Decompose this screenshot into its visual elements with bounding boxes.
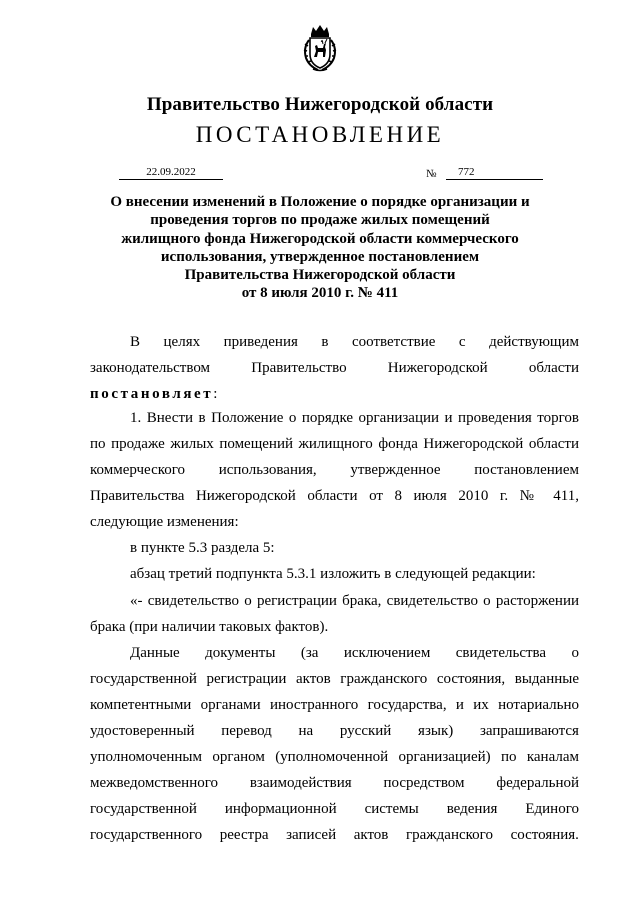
word: взаимодействия (249, 775, 352, 791)
word: соответствие (352, 334, 436, 350)
word: на (298, 723, 314, 739)
body-line (90, 358, 579, 378)
body-line: государственной регистрации актов гражданского состояния, выданные (90, 671, 579, 687)
word: законодательством (90, 360, 211, 376)
word: перевод (221, 723, 272, 739)
word: использования, (218, 462, 317, 478)
body-line: 1. Внести в Положение о порядке организации и проведения торгов (130, 410, 579, 426)
word: межведомственного (90, 775, 219, 791)
word: Правительство (251, 360, 347, 376)
word: Единого (525, 801, 579, 817)
word: (за (300, 645, 319, 661)
word: русский (339, 723, 392, 739)
word: с (458, 334, 466, 350)
word: государственной (90, 801, 197, 817)
word: ведения (446, 801, 498, 817)
body-line (90, 332, 579, 352)
body-line (90, 384, 579, 404)
heading-line: О внесении изменений в Положение о порядке организации и (110, 194, 530, 210)
body-line: Правительства Нижегородской области от 8 июля 2010 г. № 411, (90, 488, 579, 504)
body-line (90, 460, 579, 480)
word: документы (205, 645, 276, 661)
word: области (528, 360, 579, 376)
word: исключением (343, 645, 431, 661)
document-date: 22.09.2022 (119, 165, 223, 180)
heading-line: жилищного фонда Нижегородской области коммерческого (121, 230, 519, 247)
word: коммерческого (90, 462, 186, 478)
body-line (90, 643, 579, 663)
heading-line: Правительства Нижегородской области (184, 267, 456, 284)
word: утвержденное (350, 462, 441, 478)
body-line: в пункте 5.3 раздела 5: (130, 540, 275, 556)
document-type: ПОСТАНОВЛЕНИЕ (195, 122, 445, 147)
word: приведения (223, 334, 298, 350)
heading-line: использования, утвержденное постановлением (160, 248, 480, 265)
word: гражданского (406, 827, 493, 843)
document-number: 772 (458, 166, 475, 178)
word: реестра (219, 827, 269, 843)
body-line: «- свидетельство о регистрации брака, свидетельство о расторжении (130, 593, 579, 609)
body-line (90, 799, 579, 819)
word: запрашиваются (479, 723, 579, 739)
word: в (321, 334, 329, 350)
coat-of-arms-icon (299, 24, 341, 72)
word: В (130, 334, 141, 350)
word: информационной (224, 801, 337, 817)
word: действующим (489, 334, 579, 350)
resolves-word: постановляет (90, 386, 214, 402)
word: посредством (383, 775, 465, 791)
word: записей (286, 827, 337, 843)
word: актов (353, 827, 389, 843)
word: целях (163, 334, 201, 350)
word: состояния. (510, 827, 579, 843)
word: удостоверенный (90, 723, 195, 739)
word: Данные (130, 645, 180, 661)
word: язык) (418, 723, 454, 739)
number-sign: № (426, 168, 437, 180)
body-line: по продаже жилых помещений жилищного фонда Нижегородской области (90, 436, 579, 452)
heading-line: проведения торгов по продаже жилых помещений (150, 212, 490, 229)
word: постановлением (474, 462, 579, 478)
body-line: следующие изменения: (90, 514, 239, 530)
heading-line: от 8 июля 2010 г. № 411 (241, 285, 399, 302)
body-line: уполномоченным органом (уполномоченной организацией) по каналам (90, 749, 579, 765)
colon: : (213, 386, 218, 402)
body-line: брака (при наличии таковых фактов). (90, 619, 329, 635)
body-line (90, 721, 579, 741)
body-line (90, 825, 579, 845)
word: государственного (90, 827, 203, 843)
word: системы (364, 801, 419, 817)
word: федеральной (496, 775, 579, 791)
word: Нижегородской (387, 360, 488, 376)
word: свидетельства (455, 645, 547, 661)
document-heading (100, 193, 540, 303)
government-title: Правительство Нижегородской области (146, 94, 494, 115)
body-line: компетентными органами иностранного государства, и их нотариально (90, 697, 579, 713)
body-line: абзац третий подпункта 5.3.1 изложить в следующей редакции: (130, 566, 536, 582)
word: о (571, 645, 579, 661)
document-number-field (446, 165, 543, 180)
body-line (90, 773, 579, 793)
